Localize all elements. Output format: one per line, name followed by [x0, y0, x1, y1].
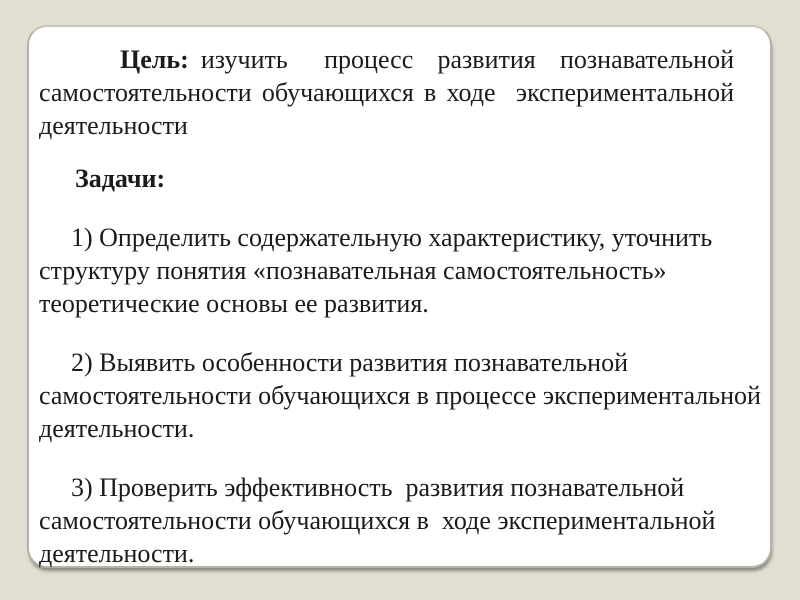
task-line: 3) Проверить эффективность развития познавательной — [71, 473, 685, 502]
task-item-1 — [39, 221, 762, 320]
task-item-3 — [39, 471, 762, 570]
task-line: 1) Определить содержательную характеристику, уточнить — [71, 223, 713, 252]
task-line: структуру понятия «познавательная самостоятельность» — [39, 256, 667, 285]
content-card — [27, 25, 772, 568]
goal-line-1-text: изучить процесс развития познавательной — [188, 45, 734, 74]
goal-line-1 — [39, 43, 734, 76]
task-line: деятельности. — [39, 414, 195, 443]
task-item-2 — [39, 346, 762, 445]
goal-line-2: самостоятельности обучающихся в ходе экспериментальной — [39, 78, 734, 107]
tasks-heading: Задачи: — [75, 164, 166, 193]
task-line: самостоятельности обучающихся в процессе экспериментальной — [39, 381, 761, 410]
goal-paragraph — [39, 43, 762, 142]
goal-line-3: деятельности — [39, 111, 188, 140]
task-line: 2) Выявить особенности развития познавательной — [71, 348, 628, 377]
task-line: деятельности. — [39, 539, 195, 568]
goal-label: Цель: — [120, 45, 189, 74]
task-line: теоретические основы ее развития. — [39, 289, 429, 318]
task-line: самостоятельности обучающихся в ходе экспериментальной — [39, 506, 716, 535]
